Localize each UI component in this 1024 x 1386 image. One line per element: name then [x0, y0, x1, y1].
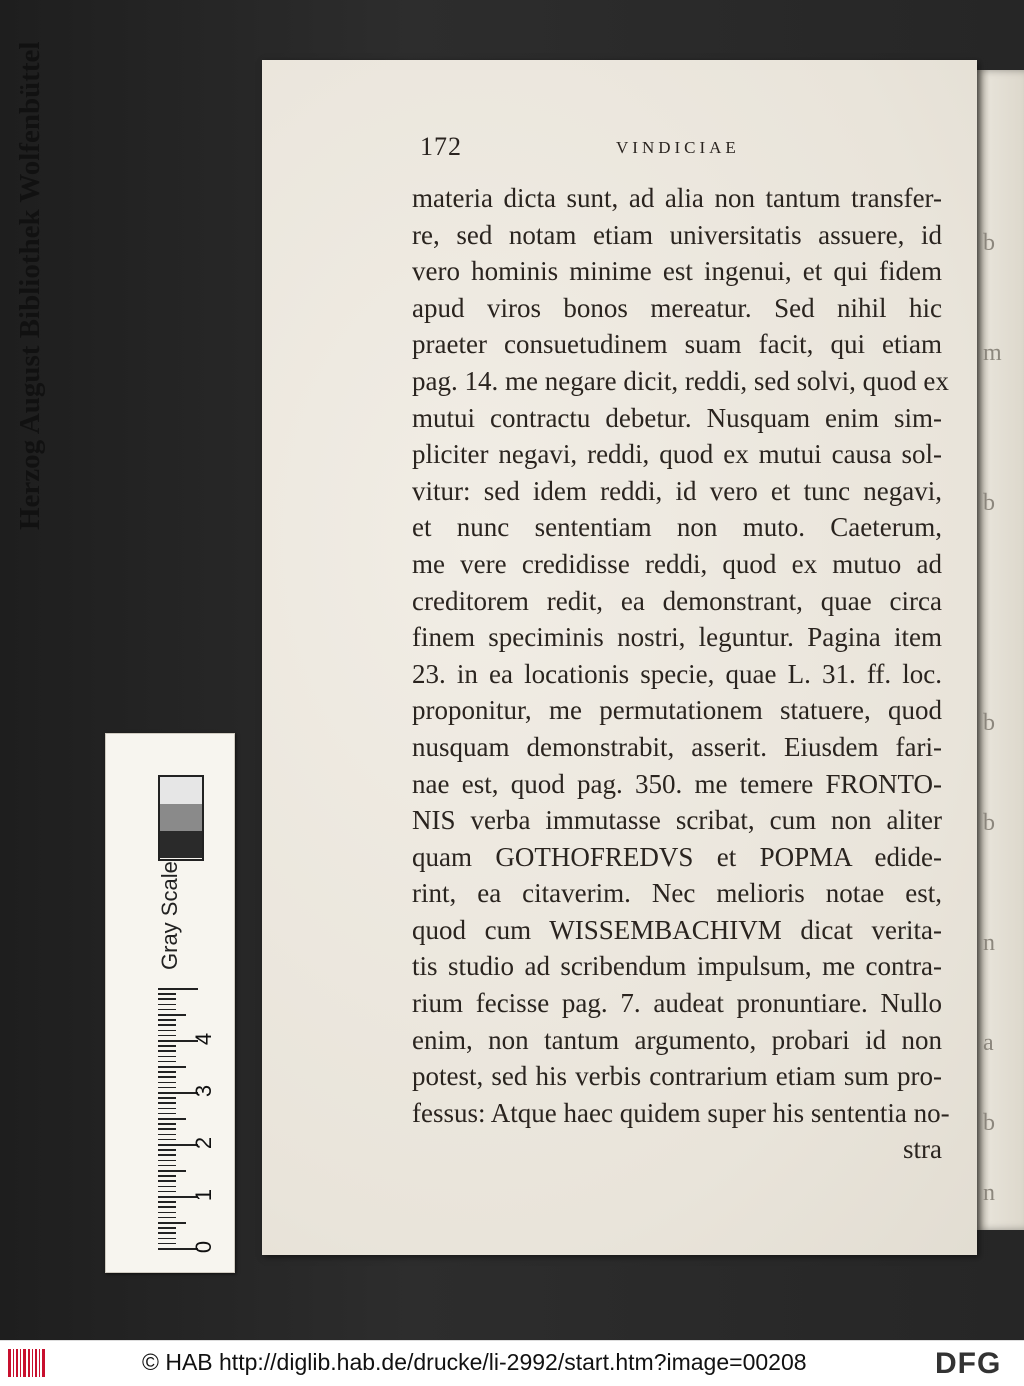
barcode-bar	[28, 1349, 30, 1377]
ruler-tick	[158, 1149, 176, 1151]
ruler-tick	[158, 1118, 186, 1120]
ruler-tick	[158, 1071, 176, 1073]
barcode-bar	[16, 1349, 18, 1377]
text-line: pag. 14. me negare dicit, reddi, sed solvi, quod ex	[412, 365, 949, 396]
ruler-tick	[158, 1030, 176, 1032]
ghost-letter: b	[983, 490, 995, 516]
barcode-bar	[39, 1349, 40, 1377]
ruler-tick	[158, 1076, 176, 1078]
copyright-link[interactable]: © HAB http://diglib.hab.de/drucke/li-2992/start.htm?image=00208	[142, 1349, 807, 1375]
ruler-tick	[158, 1175, 176, 1177]
ruler-tick	[158, 1050, 176, 1052]
text-line: nusquam demonstrabit, asserit. Eiusdem fari-	[412, 731, 942, 762]
footer-bar	[0, 1340, 1024, 1386]
ghost-letter: b	[983, 1110, 995, 1136]
ruler-tick	[158, 1206, 176, 1208]
ruler-tick	[158, 1113, 176, 1115]
ghost-letter: b	[983, 230, 995, 256]
ruler-tick	[158, 1191, 176, 1193]
ruler-tick	[158, 1061, 176, 1063]
ruler-tick	[158, 1154, 176, 1156]
ruler-tick	[158, 1019, 176, 1021]
ruler-tick	[158, 1165, 176, 1167]
ruler-tick	[158, 998, 176, 1000]
text-line: vero hominis minime est ingenui, et qui fidem	[412, 256, 942, 287]
text-line: me vere credidisse reddi, quod ex mutuo ad	[412, 548, 942, 579]
gray-swatches	[158, 775, 204, 861]
ghost-letter: b	[983, 810, 995, 836]
text-line: quam GOTHOFREDVS et POPMA edide-	[412, 841, 942, 872]
text-line: vitur: sed idem reddi, id vero et tunc negavi,	[412, 475, 942, 506]
text-line: rint, ea citaverim. Nec melioris notae est,	[412, 878, 942, 909]
gray-swatch	[160, 831, 202, 858]
text-line: nae est, quod pag. 350. me temere FRONTO-	[412, 768, 942, 799]
ruler-tick	[158, 1128, 176, 1130]
text-line: enim, non tantum argumento, probari id non	[412, 1024, 942, 1055]
ghost-letter: n	[983, 1180, 995, 1206]
ruler-tick	[158, 1123, 176, 1125]
ruler-tick	[158, 1066, 186, 1068]
ghost-letter: a	[983, 1030, 994, 1056]
gray-swatch	[160, 777, 202, 804]
ruler-tick	[158, 1056, 176, 1058]
ruler-tick	[158, 1082, 176, 1084]
ruler-tick	[158, 1217, 176, 1219]
ruler-tick	[158, 1227, 176, 1229]
ruler-tick	[158, 1212, 176, 1214]
ruler-number: 0	[191, 1240, 217, 1254]
ruler-number: 4	[191, 1032, 217, 1046]
barcode-bar	[35, 1349, 37, 1377]
ruler-tick	[158, 1134, 176, 1136]
barcode-bar	[20, 1349, 21, 1377]
ghost-letter: n	[983, 930, 995, 956]
ruler-tick	[158, 1201, 176, 1203]
text-line: creditorem redit, ea demonstrant, quae circa	[412, 585, 942, 616]
ruler-number: 3	[191, 1084, 217, 1098]
ruler-tick	[158, 1222, 186, 1224]
barcode-bar	[32, 1349, 33, 1377]
ruler-tick	[158, 993, 176, 995]
text-line: quod cum WISSEMBACHIVM dicat verita-	[412, 914, 942, 945]
text-line: pliciter negavi, reddi, quod ex mutui causa sol-	[412, 439, 942, 470]
ruler-tick	[158, 1035, 176, 1037]
barcode-bar	[8, 1349, 11, 1377]
barcode-icon	[8, 1349, 48, 1377]
ruler-tick	[158, 1014, 186, 1016]
barcode-bar	[42, 1349, 45, 1377]
scale-label: Gray Scale	[157, 861, 182, 970]
text-line: tis studio ad scribendum impulsum, me contra-	[412, 951, 942, 982]
ruler-tick	[158, 1186, 176, 1188]
text-line: fessus: Atque haec quidem super his sententia no-	[412, 1097, 950, 1128]
text-line: re, sed notam etiam universitatis assuere, id	[412, 219, 942, 250]
ruler-tick	[158, 1139, 176, 1141]
ruler-tick	[158, 1238, 176, 1240]
ruler-tick	[158, 1024, 176, 1026]
ruler-tick	[158, 1102, 176, 1104]
ruler-tick	[158, 1108, 176, 1110]
text-line: NIS verba immutasse scribat, cum non aliter	[412, 805, 942, 836]
text-line: rium fecisse pag. 7. audeat pronuntiare. Nullo	[412, 988, 942, 1019]
page-header	[420, 132, 780, 166]
body-text	[412, 180, 950, 1168]
gray-swatch	[160, 804, 202, 831]
ruler	[150, 980, 220, 1252]
adjacent-page-edge	[975, 70, 1024, 1230]
ghost-letter: m	[983, 340, 1002, 366]
page-number: 172	[420, 132, 462, 161]
ruler-tick	[158, 1045, 176, 1047]
text-line: mutui contractu debetur. Nusquam enim sim-	[412, 402, 942, 433]
text-line: proponitur, me permutationem statuere, quod	[412, 695, 942, 726]
ruler-tick	[158, 1004, 176, 1006]
text-line: materia dicta sunt, ad alia non tantum transfer-	[412, 183, 942, 213]
barcode-bar	[13, 1349, 14, 1377]
ruler-tick	[158, 1160, 176, 1162]
ruler-number: 2	[191, 1136, 217, 1150]
dfg-logo: DFG	[935, 1347, 1002, 1380]
ruler-tick	[158, 1097, 176, 1099]
text-line: 23. in ea locationis specie, quae L. 31. ff. loc.	[412, 658, 942, 689]
ghost-letter: b	[983, 710, 995, 736]
barcode-bar	[23, 1349, 26, 1377]
scale-institution: Herzog August Bibliothek Wolfenbüttel	[14, 41, 46, 530]
ruler-tick	[158, 1087, 176, 1089]
text-line: apud viros bonos mereatur. Sed nihil hic	[412, 292, 942, 323]
ruler-tick	[158, 1232, 176, 1234]
text-line: potest, sed his verbis contrarium etiam sum pro-	[412, 1061, 942, 1092]
text-line: et nunc sententiam non muto. Caeterum,	[412, 512, 942, 543]
ruler-tick	[158, 1170, 186, 1172]
ruler-tick	[158, 1180, 176, 1182]
text-line: finem speciminis nostri, leguntur. Pagina item	[412, 622, 942, 653]
ruler-tick	[158, 1009, 176, 1011]
ruler-number: 1	[191, 1188, 217, 1202]
ruler-tick	[158, 988, 198, 990]
text-line: stra	[903, 1134, 942, 1165]
running-head: VINDICIAE	[616, 138, 740, 157]
text-line: praeter consuetudinem suam facit, qui etiam	[412, 329, 942, 360]
ruler-tick	[158, 1243, 176, 1245]
